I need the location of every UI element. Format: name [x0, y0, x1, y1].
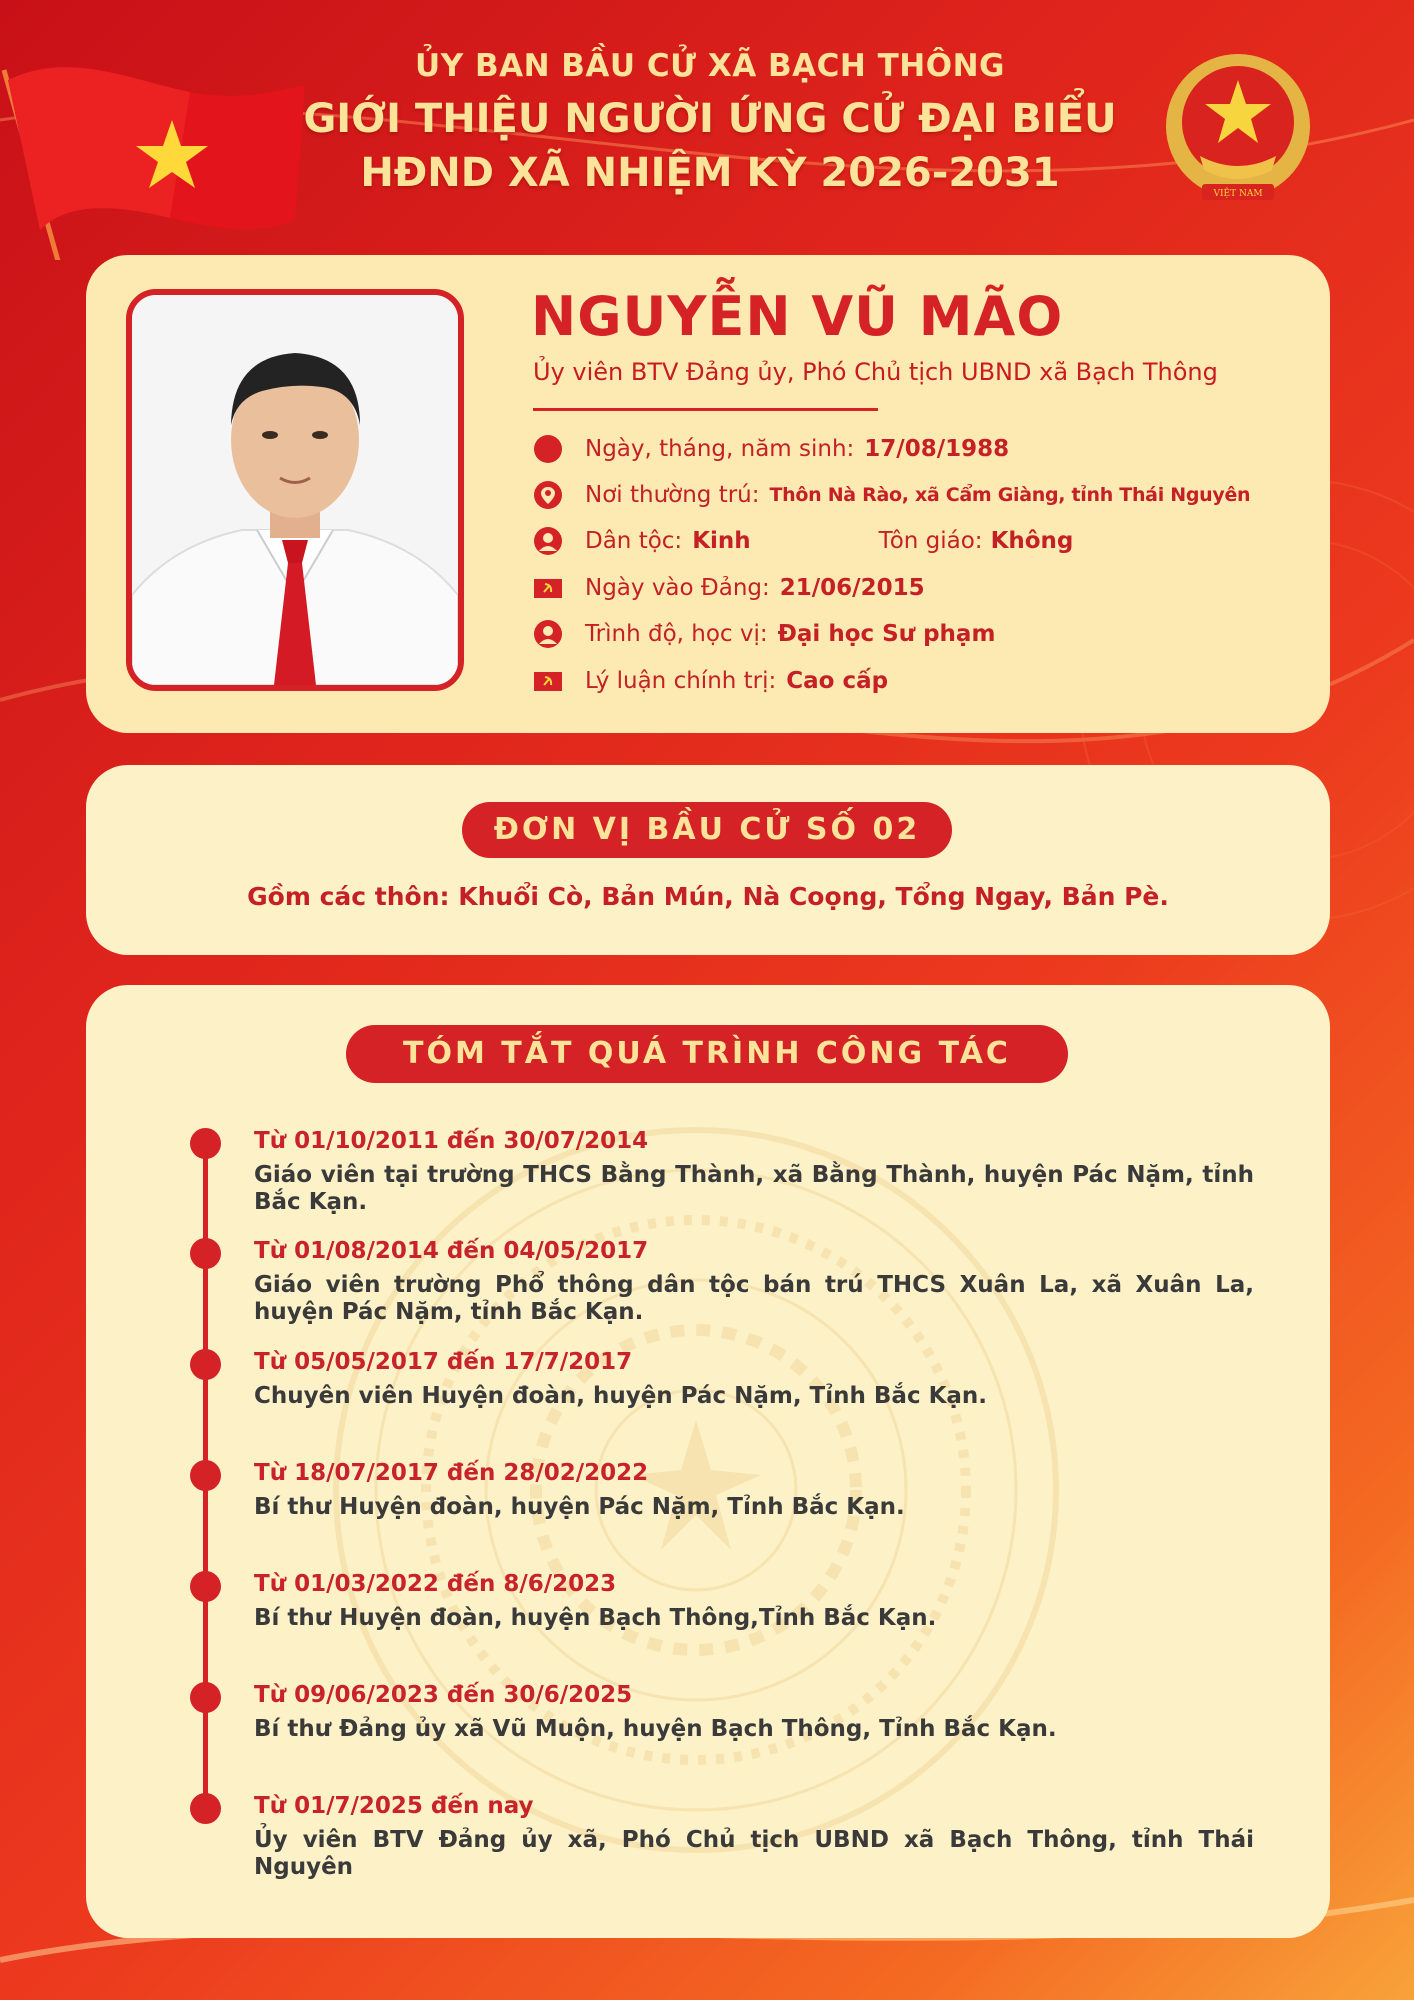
bronze-drum-watermark [326, 1120, 1066, 1860]
timeline-description: Bí thư Huyện đoàn, huyện Pác Nặm, Tỉnh Bắc Kạn. [254, 1494, 905, 1520]
info-value-religion: Không [990, 528, 1074, 554]
timeline-description: Bí thư Huyện đoàn, huyện Bạch Thông,Tỉnh Bắc Kạn. [254, 1605, 937, 1631]
timeline-description: Chuyên viên Huyện đoàn, huyện Pác Nặm, Tỉnh Bắc Kạn. [254, 1383, 988, 1409]
info-value: Kinh [692, 528, 751, 554]
timeline-dot [190, 1128, 221, 1159]
timeline-dot [190, 1793, 221, 1824]
person-icon [533, 619, 563, 649]
timeline-dot [190, 1682, 221, 1713]
emblem-label: VIỆT NAM [1213, 189, 1263, 199]
info-row-birthdate [533, 431, 1009, 467]
main-title [270, 92, 1150, 200]
timeline-description: Giáo viên tại trường THCS Bằng Thành, xã Bằng Thành, huyện Pác Nặm, tỉnh Bắc Kạn. [254, 1162, 1254, 1215]
dot-icon [533, 434, 563, 464]
info-row-party-date [533, 570, 925, 606]
timeline-dot [190, 1238, 221, 1269]
info-label: Ngày vào Đảng: [585, 575, 770, 601]
electoral-unit-title: ĐƠN VỊ BẦU CỬ SỐ 02 [462, 802, 952, 858]
info-row-ethnicity-religion [533, 523, 1073, 559]
timeline-dot [190, 1460, 221, 1491]
info-label: Dân tộc: [585, 528, 683, 554]
info-row-education [533, 616, 995, 652]
timeline-date: Từ 18/07/2017 đến 28/02/2022 [254, 1460, 649, 1486]
candidate-position: Ủy viên BTV Đảng ủy, Phó Chủ tịch UBND xã Bạch Thông [533, 358, 1218, 386]
timeline-description: Ủy viên BTV Đảng ủy xã, Phó Chủ tịch UBND xã Bạch Thông, tỉnh Thái Nguyên [254, 1827, 1254, 1880]
timeline-date: Từ 05/05/2017 đến 17/7/2017 [254, 1349, 633, 1375]
timeline-description: Bí thư Đảng ủy xã Vũ Muộn, huyện Bạch Thông, Tỉnh Bắc Kạn. [254, 1716, 1057, 1742]
person-icon [533, 526, 563, 556]
info-row-political-theory [533, 663, 888, 699]
portrait-illustration [132, 295, 458, 685]
header [270, 48, 1150, 200]
candidate-photo [126, 289, 464, 691]
timeline-date: Từ 09/06/2023 đến 30/6/2025 [254, 1682, 633, 1708]
work-history-title: TÓM TẮT QUÁ TRÌNH CÔNG TÁC [346, 1025, 1068, 1083]
info-value: Đại học Sư phạm [777, 621, 996, 647]
info-label: Ngày, tháng, năm sinh: [585, 436, 855, 462]
location-pin-icon [533, 480, 563, 510]
work-history-card [86, 985, 1330, 1938]
info-value: 21/06/2015 [779, 575, 925, 601]
main-title-line-1: GIỚI THIỆU NGƯỜI ỨNG CỬ ĐẠI BIỂU [303, 96, 1117, 142]
electoral-unit-description: Gồm các thôn: Khuổi Cò, Bản Mún, Nà Coọng, Tổng Ngay, Bản Pè. [247, 882, 1169, 911]
timeline-date: Từ 01/08/2014 đến 04/05/2017 [254, 1238, 649, 1264]
info-label: Lý luận chính trị: [585, 668, 777, 694]
info-row-residence [533, 477, 1250, 513]
party-flag-icon [533, 573, 563, 603]
timeline-dot [190, 1349, 221, 1380]
timeline-description: Giáo viên trường Phổ thông dân tộc bán trú THCS Xuân La, xã Xuân La, huyện Pác Nặm, tỉnh Bắc Kạn. [254, 1272, 1254, 1325]
timeline-date: Từ 01/10/2011 đến 30/07/2014 [254, 1128, 649, 1154]
electoral-unit-card [86, 765, 1330, 955]
info-value: 17/08/1988 [864, 436, 1010, 462]
party-flag-icon [533, 666, 563, 696]
timeline-date: Từ 01/03/2022 đến 8/6/2023 [254, 1571, 617, 1597]
info-label: Trình độ, học vị: [585, 621, 768, 647]
national-emblem-icon [1160, 52, 1316, 208]
divider [533, 408, 878, 411]
main-title-line-2: HĐND XÃ NHIỆM KỲ 2026-2031 [360, 150, 1060, 196]
candidate-name: NGUYỄN VŨ MÃO [531, 285, 1064, 348]
profile-card [86, 255, 1330, 733]
org-title: ỦY BAN BẦU CỬ XÃ BẠCH THÔNG [415, 48, 1005, 84]
timeline-dot [190, 1571, 221, 1602]
info-value: Thôn Nà Rào, xã Cẩm Giàng, tỉnh Thái Nguyên [769, 484, 1251, 506]
info-label-religion: Tôn giáo: [878, 528, 983, 554]
info-value: Cao cấp [786, 668, 889, 694]
info-label: Nơi thường trú: [585, 482, 760, 508]
timeline-date: Từ 01/7/2025 đến nay [254, 1793, 534, 1819]
